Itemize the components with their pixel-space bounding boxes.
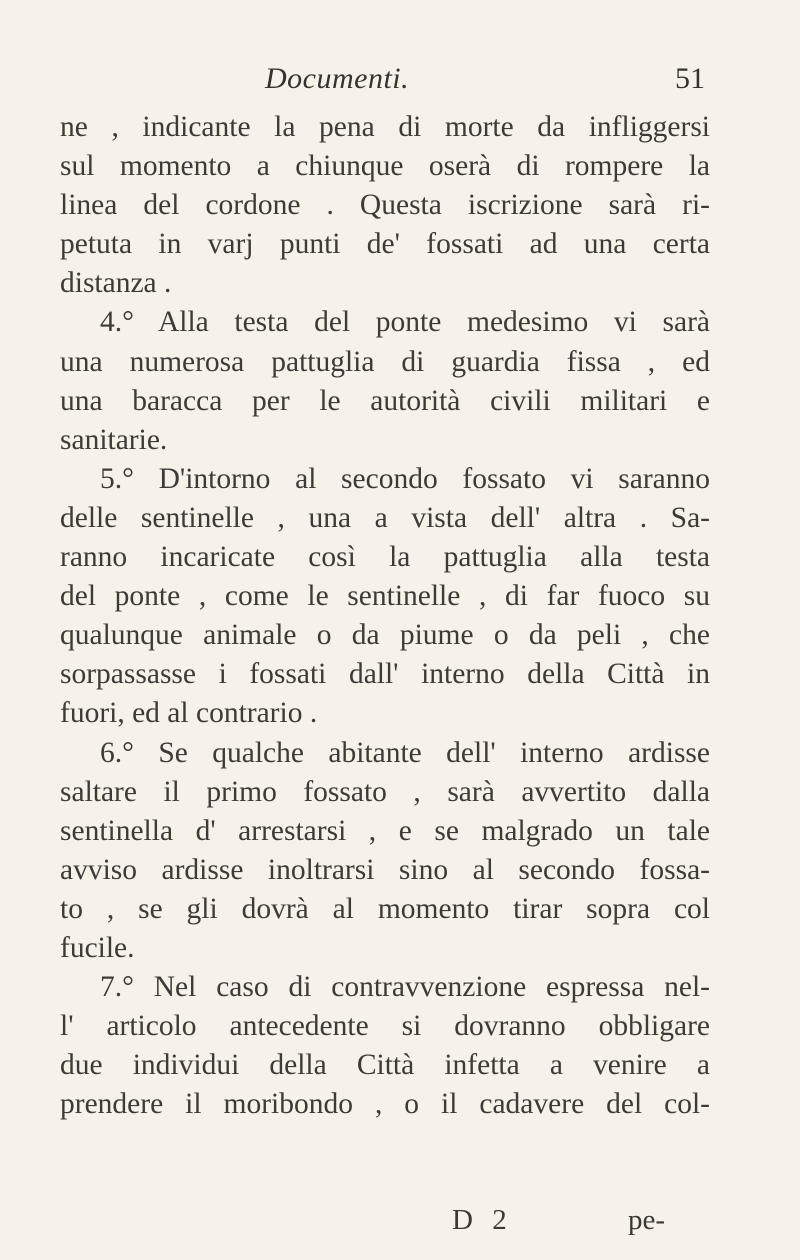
- text-line: sentinella d' arrestarsi , e se malgrado un tale: [60, 814, 710, 847]
- text-line: fucile.: [60, 931, 135, 964]
- page-number: 51: [675, 62, 705, 95]
- text-line: petuta in varj punti de' fossati ad una certa: [60, 228, 710, 261]
- text-line: sul momento a chiunque oserà di rompere la: [60, 150, 710, 183]
- text-line: una baracca per le autorità civili militari e: [60, 384, 710, 417]
- text-line: ne , indicante la pena di morte da infliggersi: [60, 111, 710, 143]
- text-line: fuori, ed al contrario .: [60, 697, 318, 730]
- body-text: [60, 108, 710, 1124]
- text-line: saltare il primo fossato , sarà avvertito dalla: [60, 775, 710, 808]
- text-line: l' articolo antecedente si dovranno obbligare: [60, 1010, 710, 1043]
- text-line: to , se gli dovrà al momento tirar sopra col: [60, 892, 710, 925]
- text-line: 6.° Se qualche abitante dell' interno ardisse: [100, 736, 710, 769]
- text-line: 4.° Alla testa del ponte medesimo vi sarà: [100, 306, 710, 339]
- text-line: delle sentinelle , una a vista dell' altra . Sa-: [60, 501, 710, 534]
- text-line: 5.° D'intorno al secondo fossato vi saranno: [100, 462, 710, 495]
- text-line: distanza .: [60, 267, 172, 300]
- text-line: 7.° Nel caso di contravvenzione espressa nel-: [100, 971, 710, 1004]
- running-title: Documenti.: [265, 62, 410, 95]
- text-line: una numerosa pattuglia di guardia fissa , ed: [60, 345, 710, 378]
- text-line: due individui della Città infetta a venire a: [60, 1049, 710, 1082]
- text-line: prendere il moribondo , o il cadavere del col-: [60, 1088, 710, 1121]
- catchword: pe-: [628, 1204, 666, 1236]
- text-line: qualunque animale o da piume o da peli , che: [60, 619, 710, 652]
- text-line: ranno incaricate così la pattuglia alla testa: [60, 541, 710, 574]
- text-line: avviso ardisse inoltrarsi sino al secondo fossa-: [60, 853, 710, 886]
- page-footer: [0, 1204, 800, 1244]
- text-line: sorpassasse i fossati dall' interno della Città in: [60, 658, 710, 691]
- running-header: [90, 62, 705, 102]
- signature-mark: D 2: [452, 1204, 513, 1236]
- text-line: sanitarie.: [60, 423, 168, 456]
- text-line: linea del cordone . Questa iscrizione sarà ri-: [60, 189, 710, 222]
- text-line: del ponte , come le sentinelle , di far fuoco su: [60, 580, 710, 613]
